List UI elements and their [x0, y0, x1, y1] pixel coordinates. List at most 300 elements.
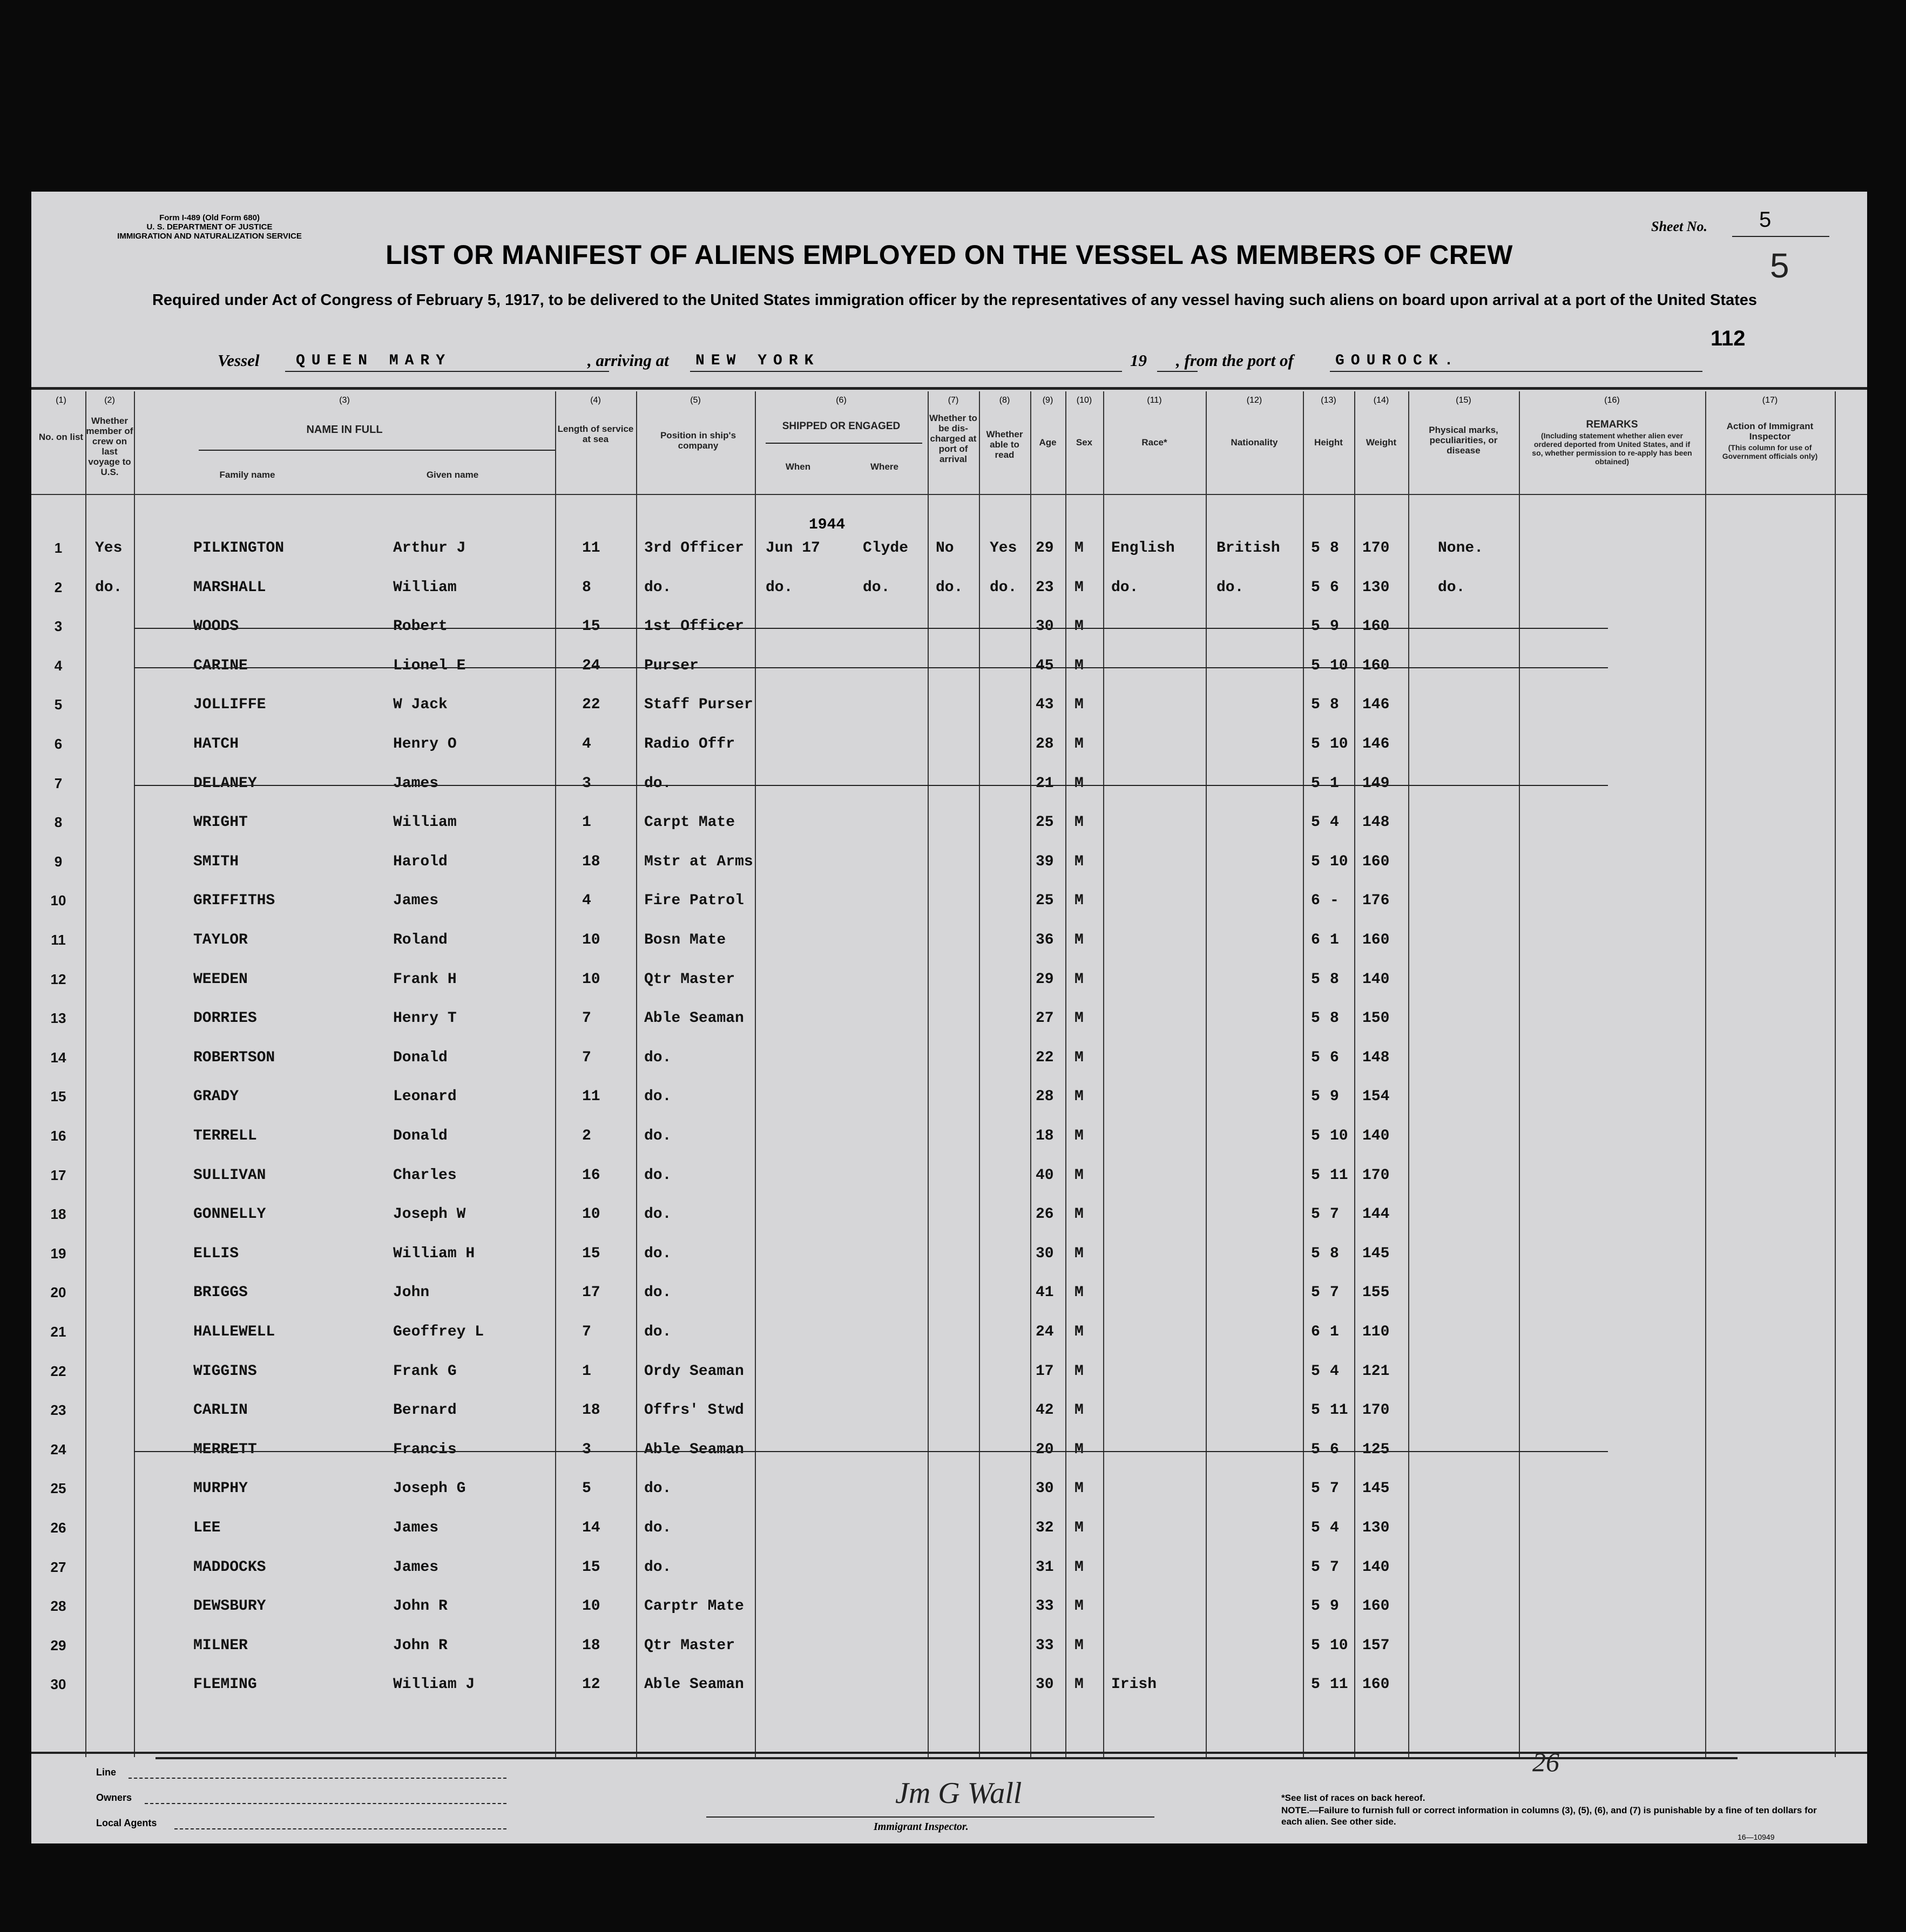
cell-position: do.: [644, 1206, 672, 1223]
cell-no: 28: [50, 1598, 66, 1615]
table-row: [31, 657, 1867, 696]
cell-nationality: do.: [1216, 579, 1244, 596]
cell-race: English: [1111, 540, 1175, 557]
cell-weight: 148: [1362, 814, 1390, 831]
cell-height-ft: 6: [1311, 932, 1320, 948]
col-num-3: (3): [339, 396, 350, 405]
cell-weight: 176: [1362, 892, 1390, 910]
table-row: [31, 1324, 1867, 1362]
cell-weight: 157: [1362, 1637, 1390, 1654]
cell-race: do.: [1111, 579, 1139, 596]
row-strikethrough: [134, 1451, 1608, 1452]
cell-service: 22: [582, 696, 600, 714]
col-num-7: (7): [948, 396, 959, 405]
cell-age: 33: [1036, 1637, 1054, 1654]
col-header-shipped: SHIPPED OR ENGAGED: [782, 421, 901, 432]
cell-given: Lionel E: [393, 657, 466, 674]
cell-weight: 145: [1362, 1245, 1390, 1262]
cell-weight: 145: [1362, 1480, 1390, 1497]
cell-weight: 125: [1362, 1441, 1390, 1458]
cell-service: 11: [582, 540, 600, 557]
penalty-note: NOTE.—Failure to furnish full or correct information in columns (3), (5), (6), and (7) is punishable by a fine of ten dollars for each alien. See other side.: [1281, 1805, 1817, 1827]
cell-no: 8: [54, 814, 63, 831]
cell-weight: 149: [1362, 775, 1390, 792]
cell-no: 13: [50, 1010, 66, 1027]
cell-family: CARINE: [193, 657, 248, 674]
cell-sex: M: [1074, 1598, 1084, 1615]
cell-no: 3: [54, 618, 63, 635]
cell-height-in: 6: [1330, 1049, 1339, 1066]
cell-no: 21: [50, 1324, 66, 1340]
cell-height-in: 11: [1330, 1676, 1348, 1693]
cell-weight: 160: [1362, 1676, 1390, 1693]
col-num-12: (12): [1246, 396, 1262, 405]
cell-no: 5: [54, 696, 63, 713]
cell-given: Frank H: [393, 971, 457, 988]
sheet-label: Sheet No.: [1651, 219, 1707, 234]
cell-height-ft: 5: [1311, 1049, 1320, 1066]
footer-owners-label: Owners: [96, 1792, 132, 1803]
form-number: Form I-489 (Old Form 680): [159, 213, 260, 222]
cell-family: MADDOCKS: [193, 1558, 266, 1576]
cell-given: James: [393, 1520, 439, 1536]
cell-age: 30: [1036, 1480, 1054, 1497]
table-row: [31, 1206, 1867, 1245]
table-row: [31, 853, 1867, 892]
cell-given: William J: [393, 1676, 475, 1693]
table-row: [31, 1598, 1867, 1637]
col-num-8: (8): [999, 396, 1010, 405]
cell-height-ft: 5: [1311, 1598, 1320, 1615]
cell-sex: M: [1074, 1324, 1084, 1340]
cell-position: do.: [644, 1088, 672, 1106]
cell-position: 3rd Officer: [644, 540, 744, 557]
cell-given: Roland: [393, 932, 448, 948]
cell-family: DEWSBURY: [193, 1598, 266, 1615]
shipped-year: 1944: [809, 517, 846, 533]
from-port-label: , from the port of: [1176, 351, 1294, 370]
cell-height-in: 11: [1330, 1167, 1348, 1184]
cell-height-in: 4: [1330, 1362, 1339, 1380]
cell-service: 18: [582, 1637, 600, 1654]
cell-position: Ordy Seaman: [644, 1362, 744, 1380]
col-header-remarks-note: (Including statement whether alien ever ordered deported from United States, and if so, whether permission to re-apply has been obtained): [1532, 431, 1692, 466]
table-row: [31, 932, 1867, 971]
col-header-crew: Whether member of crew on last voyage to U.S.: [86, 416, 133, 477]
col-header-height: Height: [1314, 437, 1343, 448]
cell-height-in: 11: [1330, 1402, 1348, 1419]
col-num-13: (13): [1321, 396, 1336, 405]
cell-sex: M: [1074, 1128, 1084, 1144]
cell-given: Bernard: [393, 1402, 457, 1419]
manifest-page: [31, 192, 1867, 1843]
cell-no: 9: [54, 853, 63, 870]
cell-height-in: 7: [1330, 1558, 1339, 1576]
table-row: [31, 1245, 1867, 1284]
col-header-when: When: [785, 462, 811, 472]
cell-sex: M: [1074, 1402, 1084, 1419]
cell-service: 5: [582, 1480, 591, 1497]
table-row: [31, 1167, 1867, 1206]
col-num-15: (15): [1456, 396, 1471, 405]
cell-sex: M: [1074, 1049, 1084, 1066]
cell-no: 26: [50, 1520, 66, 1536]
cell-age: 39: [1036, 853, 1054, 870]
cell-height-in: 8: [1330, 971, 1339, 988]
inspector-title: Immigrant Inspector.: [874, 1821, 969, 1833]
cell-height-ft: 5: [1311, 579, 1320, 596]
cell-sex: M: [1074, 932, 1084, 948]
col-header-position: Position in ship's company: [660, 430, 736, 451]
cell-family: BRIGGS: [193, 1284, 248, 1301]
cell-height-in: 6: [1330, 1441, 1339, 1458]
cell-age: 21: [1036, 775, 1054, 792]
col-num-17: (17): [1762, 396, 1778, 405]
cell-family: GRADY: [193, 1088, 239, 1106]
cell-weight: 110: [1362, 1324, 1390, 1340]
cell-family: DORRIES: [193, 1010, 257, 1027]
cell-service: 18: [582, 853, 600, 870]
col-num-16: (16): [1604, 396, 1620, 405]
cell-service: 17: [582, 1284, 600, 1301]
table-row: [31, 1128, 1867, 1167]
cell-no: 23: [50, 1402, 66, 1419]
cell-sex: M: [1074, 1480, 1084, 1497]
cell-no: 25: [50, 1480, 66, 1497]
col-header-physical: Physical marks, peculiarities, or disease: [1429, 425, 1498, 456]
cell-height-in: 10: [1330, 1128, 1348, 1144]
cell-service: 10: [582, 971, 600, 988]
cell-race: Irish: [1111, 1676, 1157, 1693]
cell-service: 1: [582, 814, 591, 831]
cell-service: 24: [582, 657, 600, 674]
cell-service: 16: [582, 1167, 600, 1184]
race-note: *See list of races on back hereof.: [1281, 1793, 1425, 1803]
cell-given: John: [393, 1284, 430, 1301]
table-row: [31, 1088, 1867, 1127]
row-strikethrough: [134, 785, 1608, 786]
cell-marks: None.: [1438, 540, 1484, 557]
row-strikethrough: [134, 667, 1608, 668]
col-header-no: No. on list: [38, 432, 84, 442]
cell-given: Donald: [393, 1049, 448, 1066]
cell-given: Leonard: [393, 1088, 457, 1106]
cell-height-in: 10: [1330, 853, 1348, 870]
cell-no: 19: [50, 1245, 66, 1262]
cell-position: do.: [644, 1558, 672, 1576]
cell-family: ROBERTSON: [193, 1049, 275, 1066]
cell-given: John R: [393, 1637, 448, 1654]
row-strikethrough: [134, 628, 1608, 629]
cell-service: 8: [582, 579, 591, 596]
cell-weight: 140: [1362, 1558, 1390, 1576]
cell-given: Frank G: [393, 1362, 457, 1380]
cell-service: 4: [582, 736, 591, 753]
cell-no: 7: [54, 775, 63, 791]
cell-sex: M: [1074, 775, 1084, 792]
cell-when: Jun 17: [766, 540, 820, 557]
cell-weight: 170: [1362, 1402, 1390, 1419]
cell-position: Carpt Mate: [644, 814, 735, 831]
page-subtitle: Required under Act of Congress of February 5, 1917, to be delivered to the United States immigration officer by the representatives of any vessel having such aliens on board upon arrival at a port of the United States: [152, 292, 1758, 309]
cell-sex: M: [1074, 736, 1084, 753]
cell-height-ft: 5: [1311, 1206, 1320, 1223]
cell-family: MURPHY: [193, 1480, 248, 1497]
cell-no: 20: [50, 1284, 66, 1301]
cell-age: 26: [1036, 1206, 1054, 1223]
page-number: 112: [1711, 327, 1746, 350]
cell-height-ft: 5: [1311, 1441, 1320, 1458]
year-prefix: 19: [1130, 351, 1147, 370]
cell-position: Able Seaman: [644, 1441, 744, 1458]
cell-given: William: [393, 579, 457, 596]
col-header-remarks: REMARKS: [1586, 419, 1638, 430]
cell-weight: 160: [1362, 853, 1390, 870]
cell-sex: M: [1074, 540, 1084, 557]
cell-height-ft: 5: [1311, 696, 1320, 714]
cell-age: 40: [1036, 1167, 1054, 1184]
service-name: IMMIGRATION AND NATURALIZATION SERVICE: [117, 232, 302, 241]
cell-given: James: [393, 1558, 439, 1576]
col-header-where: Where: [870, 462, 898, 472]
cell-height-ft: 5: [1311, 1245, 1320, 1262]
cell-height-ft: 5: [1311, 1558, 1320, 1576]
cell-service: 10: [582, 1206, 600, 1223]
cell-height-in: 1: [1330, 775, 1339, 792]
cell-sex: M: [1074, 579, 1084, 596]
cell-family: DELANEY: [193, 775, 257, 792]
cell-given: William: [393, 814, 457, 831]
cell-given: James: [393, 892, 439, 910]
cell-height-ft: 5: [1311, 618, 1320, 635]
cell-position: do.: [644, 775, 672, 792]
cell-height-in: 7: [1330, 1284, 1339, 1301]
cell-height-in: 6: [1330, 579, 1339, 596]
cell-height-ft: 6: [1311, 892, 1320, 910]
col-num-14: (14): [1373, 396, 1389, 405]
cell-given: John R: [393, 1598, 448, 1615]
footer-agents-label: Local Agents: [96, 1818, 157, 1828]
cell-position: do.: [644, 1284, 672, 1301]
cell-height-in: 8: [1330, 696, 1339, 714]
cell-height-in: 10: [1330, 1637, 1348, 1654]
table-row: [31, 1402, 1867, 1441]
cell-given: Arthur J: [393, 540, 466, 557]
cell-no: 14: [50, 1049, 66, 1066]
col-num-2: (2): [104, 396, 115, 405]
cell-no: 22: [50, 1362, 66, 1379]
cell-height-in: 8: [1330, 1245, 1339, 1262]
cell-given: Charles: [393, 1167, 457, 1184]
col-header-name: NAME IN FULL: [306, 424, 383, 436]
cell-weight: 140: [1362, 1128, 1390, 1144]
cell-no: 27: [50, 1558, 66, 1575]
cell-family: SMITH: [193, 853, 239, 870]
arriving-label: , arriving at: [587, 351, 669, 370]
cell-position: Qtr Master: [644, 1637, 735, 1654]
cell-sex: M: [1074, 1676, 1084, 1693]
cell-family: LEE: [193, 1520, 221, 1536]
cell-position: do.: [644, 1128, 672, 1144]
cell-marks: do.: [1438, 579, 1465, 596]
cell-height-ft: 5: [1311, 1088, 1320, 1106]
col-header-service: Length of service at sea: [557, 424, 634, 444]
cell-given: Harold: [393, 853, 448, 870]
col-header-family: Family name: [219, 470, 275, 480]
cell-sex: M: [1074, 1167, 1084, 1184]
cell-family: GRIFFITHS: [193, 892, 275, 910]
table-row: [31, 1284, 1867, 1323]
cell-sex: M: [1074, 814, 1084, 831]
cell-position: 1st Officer: [644, 618, 744, 635]
col-header-action: Action of Immigrant Inspector: [1726, 421, 1814, 442]
cell-height-in: 7: [1330, 1206, 1339, 1223]
table-row: [31, 775, 1867, 814]
cell-height-in: 1: [1330, 1324, 1339, 1340]
cell-sex: M: [1074, 1558, 1084, 1576]
cell-age: 45: [1036, 657, 1054, 674]
cell-weight: 121: [1362, 1362, 1390, 1380]
cell-weight: 148: [1362, 1049, 1390, 1066]
cell-weight: 146: [1362, 736, 1390, 753]
cell-service: 3: [582, 775, 591, 792]
cell-family: PILKINGTON: [193, 540, 285, 557]
cell-family: WRIGHT: [193, 814, 248, 831]
page-title: LIST OR MANIFEST OF ALIENS EMPLOYED ON THE VESSEL AS MEMBERS OF CREW: [386, 240, 1513, 270]
cell-position: Offrs' Stwd: [644, 1402, 744, 1419]
cell-position: Able Seaman: [644, 1010, 744, 1027]
cell-position: do.: [644, 1324, 672, 1340]
form-code: 16—10949: [1738, 1833, 1775, 1841]
cell-no: 12: [50, 971, 66, 987]
cell-read: Yes: [990, 540, 1017, 557]
cell-age: 25: [1036, 814, 1054, 831]
cell-sex: M: [1074, 1010, 1084, 1027]
cell-age: 33: [1036, 1598, 1054, 1615]
cell-position: Purser: [644, 657, 699, 674]
arriving-port: NEW YORK: [695, 352, 820, 369]
cell-height-ft: 5: [1311, 657, 1320, 674]
cell-given: William H: [393, 1245, 475, 1262]
cell-service: 2: [582, 1128, 591, 1144]
cell-age: 31: [1036, 1558, 1054, 1576]
cell-age: 30: [1036, 1245, 1054, 1262]
cell-family: HALLEWELL: [193, 1324, 275, 1340]
cell-height-ft: 5: [1311, 1167, 1320, 1184]
cell-no: 16: [50, 1128, 66, 1144]
table-row: [31, 540, 1867, 579]
cell-sex: M: [1074, 1088, 1084, 1106]
inspector-signature: Jm G Wall: [895, 1777, 1022, 1810]
cell-family: MARSHALL: [193, 579, 266, 596]
col-num-10: (10): [1076, 396, 1092, 405]
cell-read: do.: [990, 579, 1017, 596]
cell-age: 43: [1036, 696, 1054, 714]
cell-position: do.: [644, 1520, 672, 1536]
cell-position: Fire Patrol: [644, 892, 744, 910]
cell-no: 15: [50, 1088, 66, 1105]
cell-age: 32: [1036, 1520, 1054, 1536]
cell-height-ft: 5: [1311, 1402, 1320, 1419]
cell-height-ft: 5: [1311, 1362, 1320, 1380]
cell-height-in: 8: [1330, 1010, 1339, 1027]
cell-age: 20: [1036, 1441, 1054, 1458]
cell-weight: 140: [1362, 971, 1390, 988]
col-num-9: (9): [1042, 396, 1053, 405]
cell-service: 11: [582, 1088, 600, 1106]
cell-service: 12: [582, 1676, 600, 1693]
cell-no: 1: [54, 540, 63, 556]
col-num-4: (4): [590, 396, 601, 405]
cell-height-ft: 5: [1311, 1520, 1320, 1536]
cell-weight: 170: [1362, 540, 1390, 557]
table-row: [31, 579, 1867, 618]
cell-position: Mstr at Arms: [644, 853, 753, 870]
cell-family: HATCH: [193, 736, 239, 753]
cell-sex: M: [1074, 1362, 1084, 1380]
cell-sex: M: [1074, 853, 1084, 870]
vessel-name: QUEEN MARY: [296, 352, 452, 369]
cell-sex: M: [1074, 892, 1084, 910]
cell-sex: M: [1074, 696, 1084, 714]
cell-height-ft: 5: [1311, 1676, 1320, 1693]
from-port: GOUROCK.: [1335, 352, 1460, 369]
cell-weight: 146: [1362, 696, 1390, 714]
cell-position: Carptr Mate: [644, 1598, 744, 1615]
table-row: [31, 696, 1867, 735]
cell-given: Joseph W: [393, 1206, 466, 1223]
cell-height-in: 10: [1330, 736, 1348, 753]
cell-service: 10: [582, 932, 600, 948]
sheet-handwritten-mark: 5: [1770, 246, 1789, 285]
cell-age: 29: [1036, 971, 1054, 988]
cell-given: Henry T: [393, 1010, 457, 1027]
cell-height-ft: 5: [1311, 540, 1320, 557]
cell-service: 14: [582, 1520, 600, 1536]
col-header-sex: Sex: [1076, 437, 1093, 448]
cell-crew: Yes: [95, 540, 123, 557]
cell-weight: 160: [1362, 932, 1390, 948]
cell-height-ft: 5: [1311, 1128, 1320, 1144]
cell-sex: M: [1074, 1284, 1084, 1301]
table-row: [31, 618, 1867, 657]
cell-height-in: 9: [1330, 1598, 1339, 1615]
cell-height-ft: 6: [1311, 1324, 1320, 1340]
table-row: [31, 1559, 1867, 1598]
cell-height-in: -: [1330, 892, 1339, 910]
cell-weight: 160: [1362, 657, 1390, 674]
footer-line-label: Line: [96, 1767, 117, 1778]
cell-age: 24: [1036, 1324, 1054, 1340]
cell-service: 10: [582, 1598, 600, 1615]
cell-position: do.: [644, 1245, 672, 1262]
cell-where: Clyde: [863, 540, 909, 557]
cell-family: GONNELLY: [193, 1206, 266, 1223]
cell-height-in: 9: [1330, 618, 1339, 635]
cell-height-in: 7: [1330, 1480, 1339, 1497]
cell-position: Staff Purser: [644, 696, 753, 714]
cell-given: Joseph G: [393, 1480, 466, 1497]
col-header-nationality: Nationality: [1231, 437, 1278, 448]
cell-family: WOODS: [193, 618, 239, 635]
table-row: [31, 1676, 1867, 1715]
cell-height-in: 1: [1330, 932, 1339, 948]
cell-weight: 160: [1362, 618, 1390, 635]
cell-family: JOLLIFFE: [193, 696, 266, 714]
col-header-read: Whether able to read: [986, 429, 1023, 460]
col-header-action-note: (This column for use of Government officials only): [1722, 443, 1818, 460]
col-num-6: (6): [836, 396, 847, 405]
